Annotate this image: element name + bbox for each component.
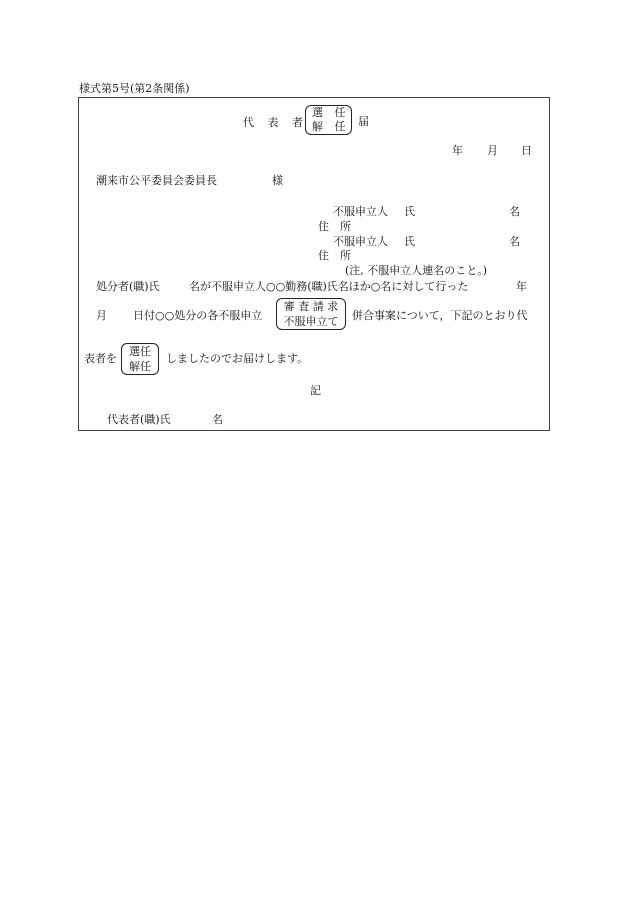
form-title: [243, 117, 308, 128]
title-main: 代 表 者: [243, 116, 308, 129]
body-line2-a: 月: [96, 309, 107, 322]
body-line3-brace-top: 選任: [129, 345, 151, 358]
body-line1-b: 名が不服申立人○○勤務(職)氏名ほか○名に対して行った: [189, 280, 469, 293]
appellant-1-name-label: 氏: [404, 205, 415, 218]
appellant-note: (注, 不服申立人連名のこと。): [345, 264, 488, 277]
body-line2-brace-top: 審 査 請 求: [283, 300, 339, 313]
form-number-label: 様式第5号(第2条関係): [79, 82, 190, 95]
body-line2-b: 日付○○処分の各不服申立: [133, 309, 263, 322]
date-year: 年: [452, 144, 463, 157]
appellant-1-address-label: 住 所: [318, 220, 351, 233]
body-line2-c: 併合事案について，下記のとおり代: [352, 309, 528, 322]
body-line3-a: 表者を: [84, 352, 117, 365]
date-day: 日: [521, 144, 532, 157]
title-suffix: 届: [358, 115, 369, 128]
appellant-2-name-end: 名: [509, 235, 520, 248]
body-line1-c: 年: [516, 280, 527, 293]
body-line3-brace-bottom: 解任: [129, 360, 151, 373]
appellant-2-address-label: 住 所: [318, 249, 351, 262]
body-line3-b: しましたのでお届けします。: [166, 352, 309, 365]
body-line2-brace-bottom: 不服申立て: [283, 315, 339, 328]
addressee-honorific: 様: [272, 174, 283, 187]
date-month: 月: [487, 144, 498, 157]
title-brace-bottom: 解 任: [312, 120, 350, 133]
appellant-2-name-label: 氏: [404, 235, 415, 248]
appellant-1-role: 不服申立人: [333, 205, 388, 218]
title-brace-top: 選 任: [312, 106, 350, 119]
representative-label: 代表者(職)氏: [107, 413, 171, 426]
body-line1-a: 処分者(職)氏: [96, 280, 160, 293]
representative-name-end: 名: [212, 413, 223, 426]
addressee-name: 潮来市公平委員会委員長: [96, 174, 217, 187]
appellant-2-role: 不服申立人: [333, 235, 388, 248]
appellant-1-name-end: 名: [509, 205, 520, 218]
record-heading: 記: [310, 384, 321, 397]
